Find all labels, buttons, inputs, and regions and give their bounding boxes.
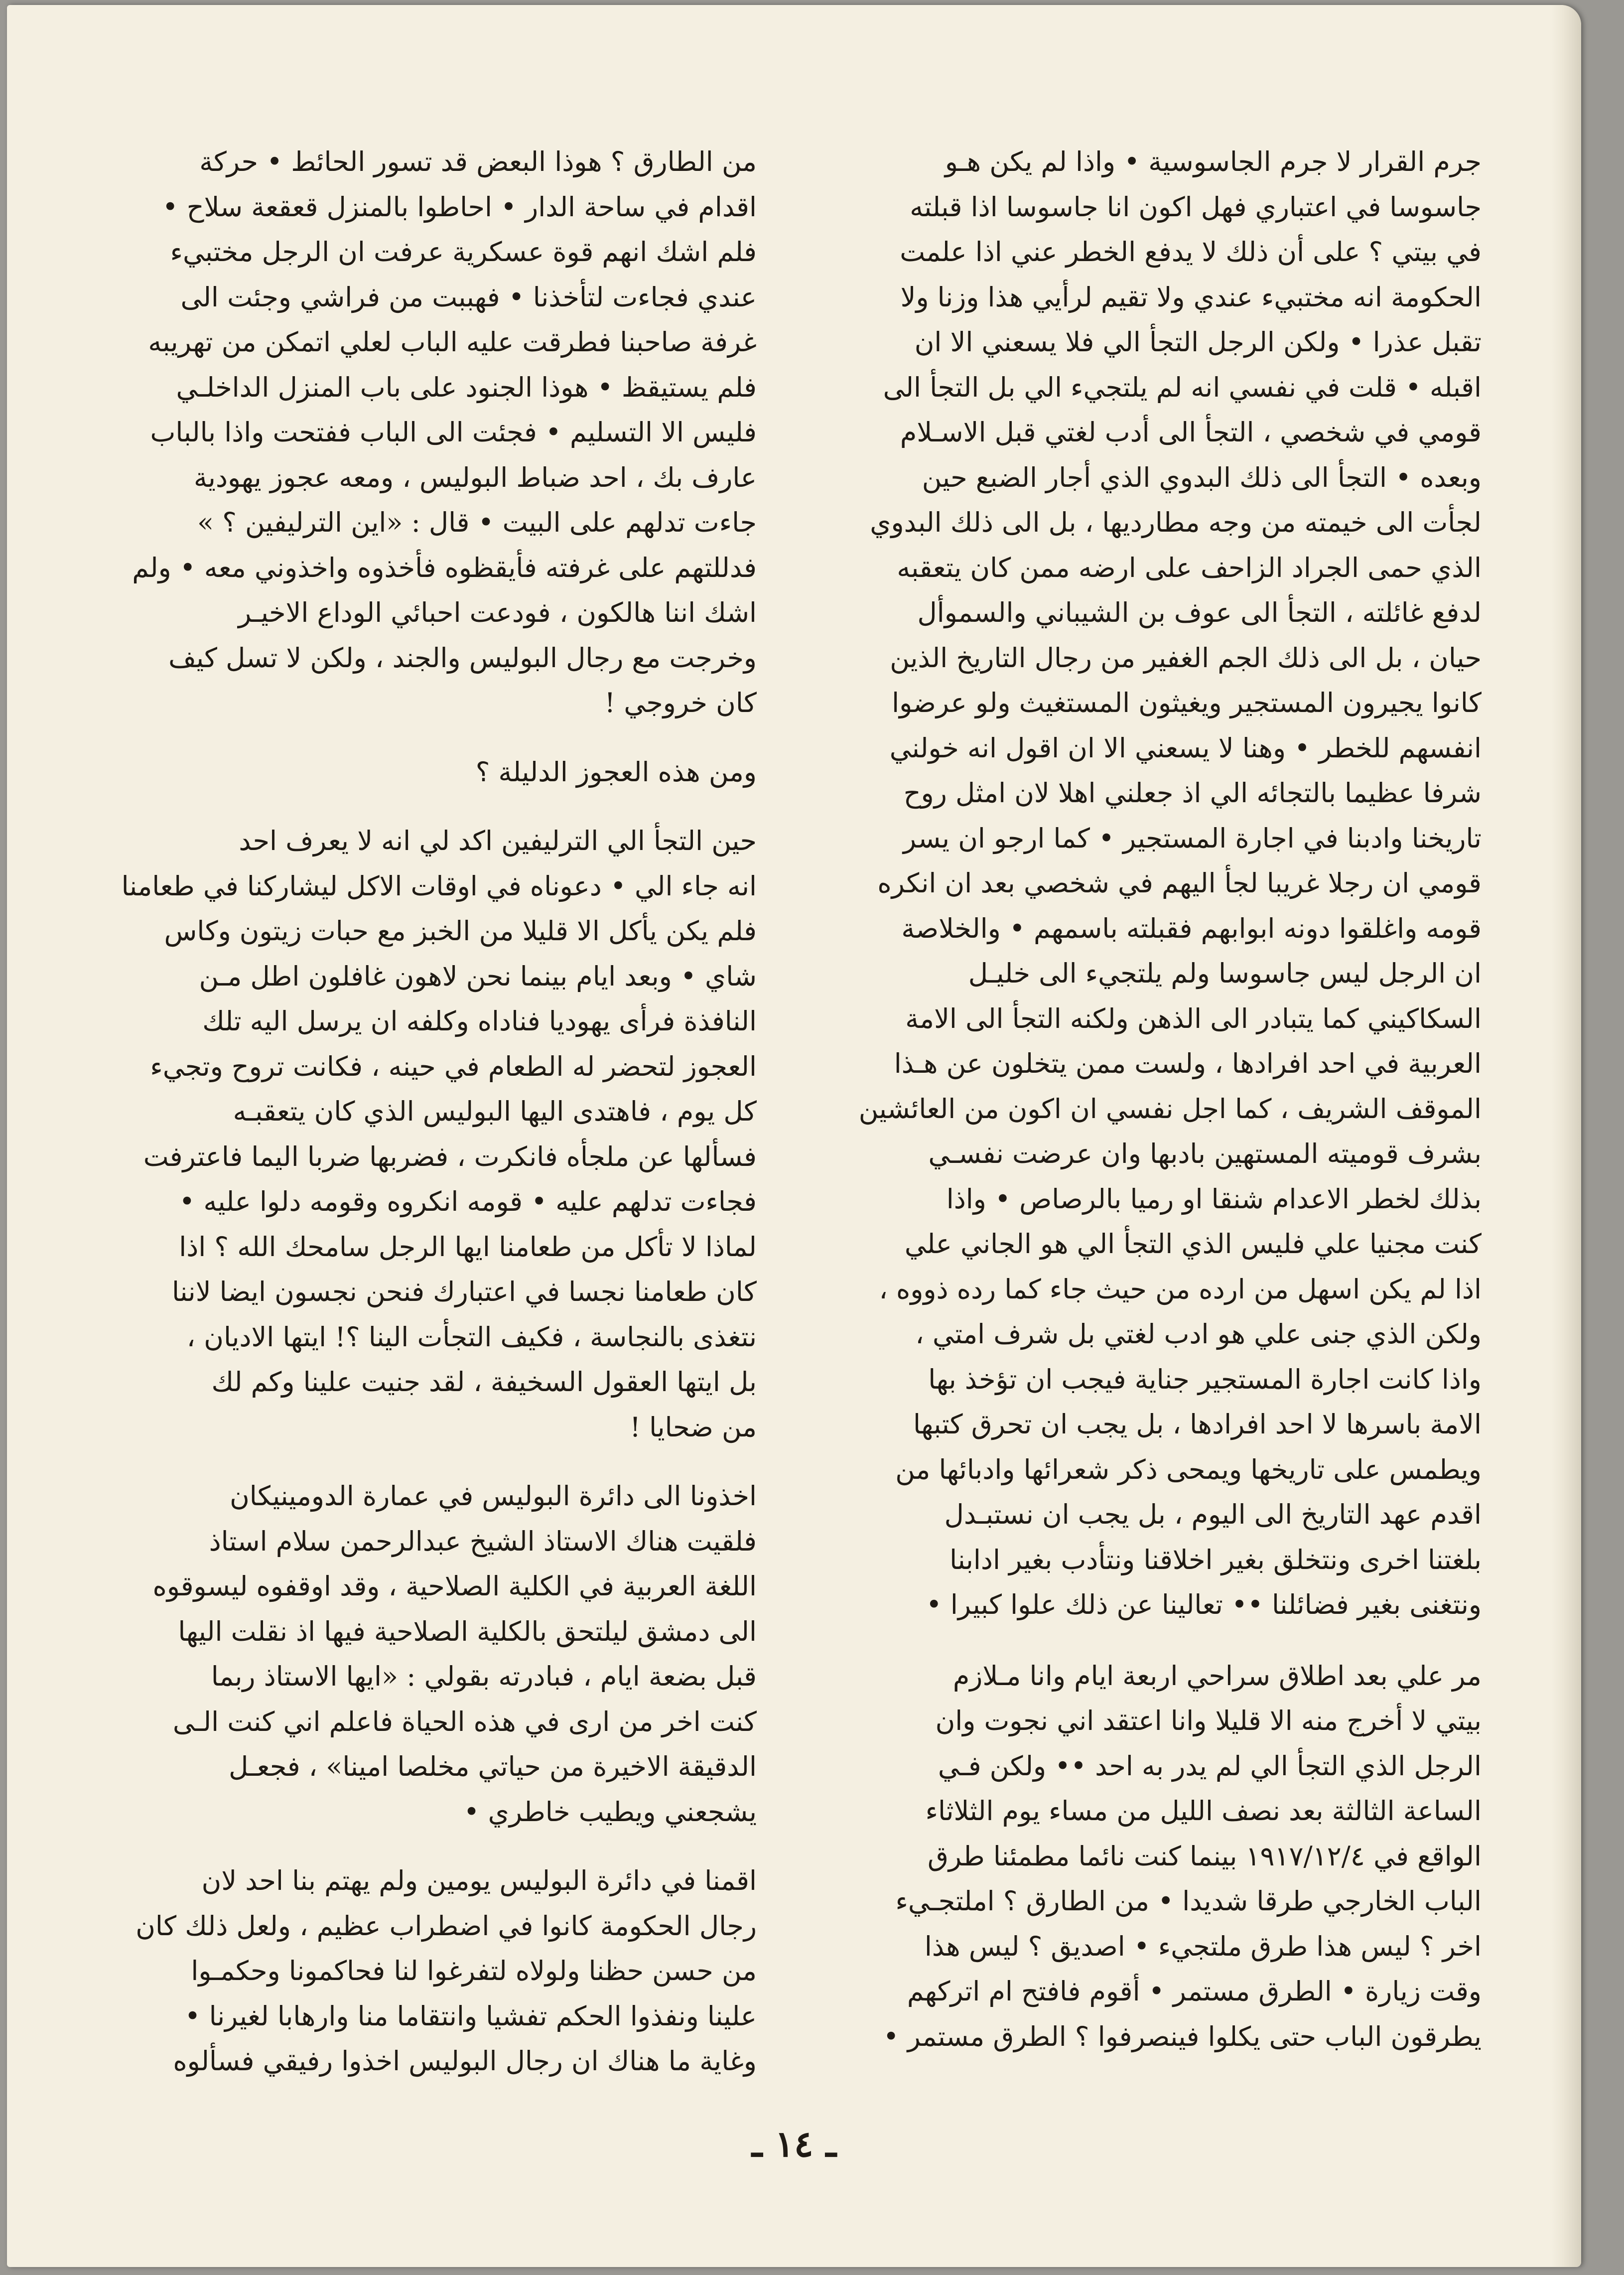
page-number: ـ ١٤ ـ xyxy=(752,2123,836,2165)
paragraph: جرم القرار لا جرم الجاسوسية • واذا لم يكن هـو جاسوسا في اعتباري فهل اكون انا جاسوسا اذا قبلته في بيتي ؟ على أن ذلك لا يدفع الخطر عني اذا علمت الحكومة انه مختبيء عندي ولا تقيم لرأيي هذا وزنا ولا تقبل عذرا • ولكن الرجل التجأ الي فلا يسعني الا ان اقبله • قلت في نفسي انه لم يلتجيء الي بل التجأ الى قومي في شخصي ، التجأ الى أدب لغتي قبل الاسـلام وبعده • التجأ الى ذلك البدوي الذي أجار الضبع حين لجأت الى خيمته من وجه مطارديها ، بل الى ذلك البدوي الذي حمى الجراد الزاحف على ارضه ممن كان يتعقبه لدفع غائلته ، التجأ الى عوف بن الشيباني والسموأل حيان ، بل الى ذلك الجم الغفير من رجال التاريخ الذين كانوا يجيرون المستجير ويغيثون المستغيث ولو عرضوا انفسهم للخطر • وهنا لا يسعني الا ان اقول انه خولني شرفا عظيما بالتجائه الي اذ جعلني اهلا لان امثل روح تاريخنا وادبنا في اجارة المستجير • كما ارجو ان يسر قومي ان رجلا غريبا لجأ اليهم في شخصي بعد ان انكره قومه واغلقوا دونه ابوابهم فقبلته باسمهم • والخلاصة ان الرجل ليس جاسوسا ولم يلتجيء الى خليـل السكاكيني كما يتبادر الى الذهن ولكنه التجأ الى الامة العربية في احد افرادها ، ولست ممن يتخلون عن هـذا الموقف الشريف ، كما اجل نفسي ان اكون من العائشين بشرف قوميته المستهين بادبها وان عرضت نفسـي بذلك لخطر الاعدام شنقا او رميا بالرصاص • واذا كنت مجنيا علي فليس الذي التجأ الي هو الجاني علي اذا لم يكن اسهل من ارده من حيث جاء كما رده ذووه ، ولكن الذي جنى علي هو ادب لغتي بل شرف امتي ، واذا كانت اجارة المستجير جناية فيجب ان تؤخذ بها الامة باسرها لا احد افرادها ، بل يجب ان تحرق كتبها ويطمس على تاريخها ويمحى ذكر شعرائها وادبائها من اقدم عهد التاريخ الى اليوم ، بل يجب ان نستبـدل بلغتنا اخرى ونتخلق بغير اخلاقنا ونتأدب بغير ادابنا ونتغنى بغير فضائلنا •• تعالينا عن ذلك علوا كبيرا • xyxy=(858,146,1482,1620)
book-page xyxy=(7,5,1581,2267)
paragraph: من الطارق ؟ هوذا البعض قد تسور الحائط • حركة اقدام في ساحة الدار • احاطوا بالمنزل قعقعة سلاح • فلم اشك انهم قوة عسكرية عرفت ان الرجل مختبيء عندي فجاءت لتأخذنا • فهببت من فراشي وجئت الى غرفة صاحبنا فطرقت عليه الباب لعلي اتمكن من تهريبه فلم يستيقظ • هوذا الجنود على باب المنزل الداخلـي فليس الا التسليم • فجئت الى الباب ففتحت واذا بالباب عارف بك ، احد ضباط البوليس ، ومعه عجوز يهودية جاءت تدلهم على البيت • قال : «اين الترليفين ؟ » فدللتهم على غرفته فأيقظوه فأخذوه واخذوني معه • ولم اشك اننا هالكون ، فودعت احبائي الوداع الاخيـر وخرجت مع رجال البوليس والجند ، ولكن لا تسل كيف كان خروجي ! xyxy=(132,146,757,718)
paragraph: حين التجأ الي الترليفين اكد لي انه لا يعرف احد انه جاء الي • دعوناه في اوقات الاكل ليشاركنا في طعامنا فلم يكن يأكل الا قليلا من الخبز مع حبات زيتون وكاس شاي • وبعد ايام بينما نحن لاهون غافلون اطل مـن النافذة فرأى يهوديا فناداه وكلفه ان يرسل اليه تلك العجوز لتحضر له الطعام في حينه ، فكانت تروح وتجيء كل يوم ، فاهتدى اليها البوليس الذي كان يتعقبـه فسألها عن ملجأه فانكرت ، فضربها ضربا اليما فاعترفت فجاءت تدلهم عليه • قومه انكروه وقومه دلوا عليه • لماذا لا تأكل من طعامنا ايها الرجل سامحك الله ؟ اذا كان طعامنا نجسا في اعتبارك فنحن نجسون ايضا لاننا نتغذى بالنجاسة ، فكيف التجأت الينا ؟! ايتها الاديان ، بل ايتها العقول السخيفة ، لقد جنيت علينا وكم لك من ضحايا ! xyxy=(121,825,757,1443)
page-spine-shadow xyxy=(1551,5,1581,2267)
right-column xyxy=(821,140,1482,2059)
paragraph: ومن هذه العجوز الدليلة ؟ xyxy=(475,756,757,788)
paragraph: مر علي بعد اطلاق سراحي اربعة ايام وانا مـلازم بيتي لا أخرج منه الا قليلا وانا اعتقد اني نجوت وان الرجل الذي التجأ الي لم يدر به احد •• ولكن فـي الساعة الثالثة بعد نصف الليل من مساء يوم الثلاثاء الواقع في ١٩١٧/١٢/٤ بينما كنت نائما مطمئنا طرق الباب الخارجي طرقا شديدا • من الطارق ؟ املتجـيء اخر ؟ ليس هذا طرق ملتجيء • اصديق ؟ ليس هذا وقت زيارة • الطرق مستمر • أقوم فافتح ام اتركهم يطرقون الباب حتى يكلوا فينصرفوا ؟ الطرق مستمر • xyxy=(883,1660,1482,2052)
paragraph: اخذونا الى دائرة البوليس في عمارة الدومينيكان فلقيت هناك الاستاذ الشيخ عبدالرحمن سلام استاذ اللغة العربية في الكلية الصلاحية ، وقد اوقفوه ليسوقوه الى دمشق ليلتحق بالكلية الصلاحية فيها اذ نقلت اليها قبل بضعة ايام ، فبادرته بقولي : «ايها الاستاذ ربما كنت اخر من ارى في هذه الحياة فاعلم اني كنت الـى الدقيقة الاخيرة من حياتي مخلصا امينا» ، فجعـل يشجعني ويطيب خاطري • xyxy=(152,1480,757,1828)
left-column xyxy=(97,140,757,2084)
paragraph: اقمنا في دائرة البوليس يومين ولم يهتم بنا احد لان رجال الحكومة كانوا في اضطراب عظيم ، ولعل ذلك كان من حسن حظنا ولولاه لتفرغوا لنا فحاكمونا وحكمـوا علينا ونفذوا الحكم تفشيا وانتقاما منا وارهابا لغيرنا • وغاية ما هناك ان رجال البوليس اخذوا رفيقي فسألوه xyxy=(135,1865,757,2077)
